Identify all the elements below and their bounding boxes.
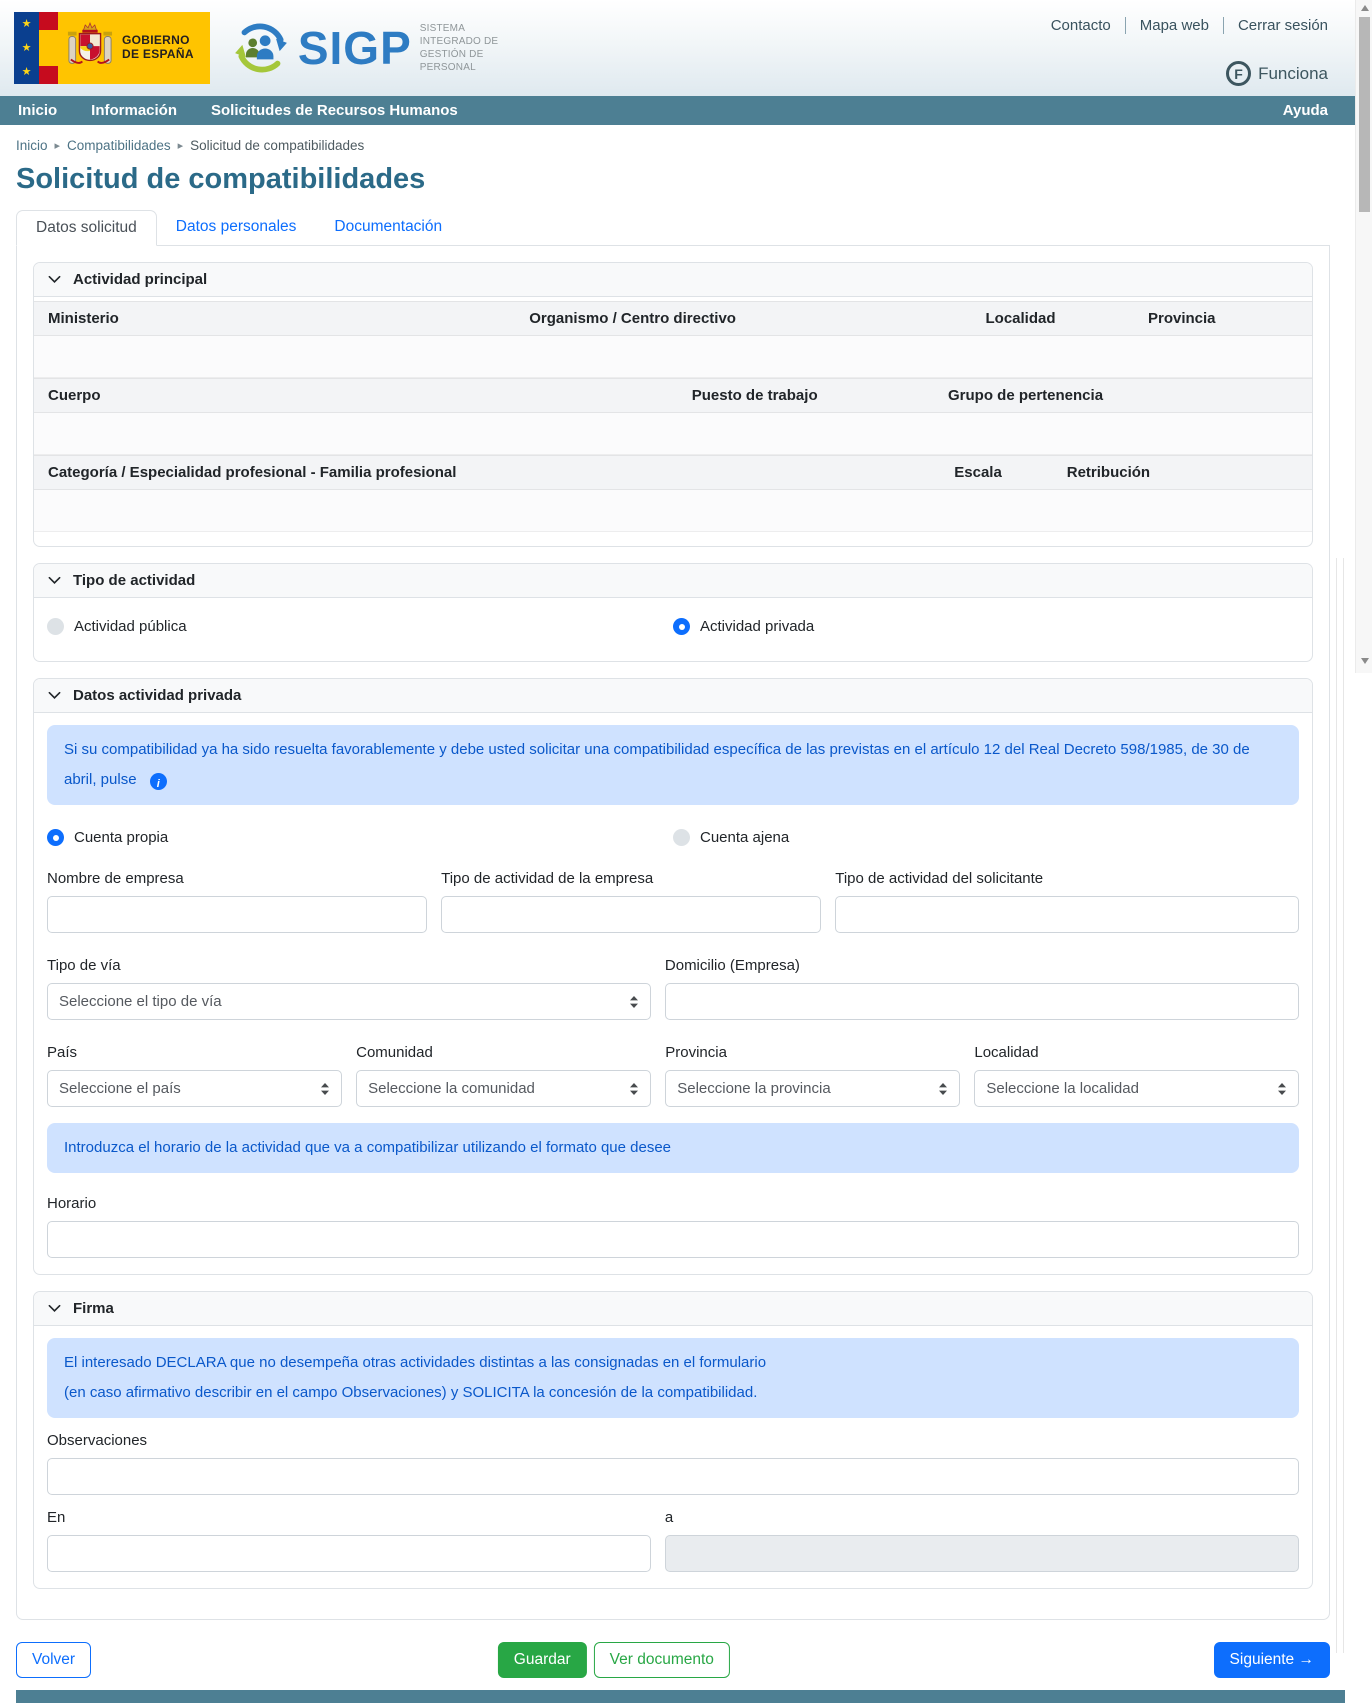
tipo-actividad-empresa-input[interactable]: [441, 896, 821, 933]
tipo-actividad-empresa-label: Tipo de actividad de la empresa: [441, 870, 654, 887]
info-icon[interactable]: [150, 773, 167, 790]
provincia-select[interactable]: Seleccione la provincia: [665, 1070, 960, 1107]
sigp-wordmark: SIGP: [297, 22, 412, 74]
funciona-label: Funciona: [1258, 63, 1328, 83]
horario-info-alert: Introduzca el horario de la actividad que va a compatibilizar utilizando el formato que desee: [47, 1123, 1299, 1173]
radio-checked-icon: [47, 829, 64, 846]
provincia-label: Provincia: [665, 1044, 727, 1061]
funciona-logo[interactable]: [1226, 61, 1328, 86]
select-arrows-icon: [1277, 1082, 1287, 1096]
section-header-firma[interactable]: [34, 1292, 1312, 1326]
tab-documentacion[interactable]: Documentación: [334, 218, 443, 235]
horario-input[interactable]: [47, 1221, 1299, 1258]
comunidad-select[interactable]: Seleccione la comunidad: [356, 1070, 651, 1107]
table-header-row: Categoría / Especialidad profesional - Familia profesional Escala Retribución: [34, 455, 1312, 490]
breadcrumb-current: Solicitud de compatibilidades: [190, 138, 365, 153]
main-nav: [0, 96, 1372, 125]
tab-content: [16, 246, 1330, 1620]
chevron-down-icon: [47, 1301, 62, 1316]
radio-actividad-publica[interactable]: Actividad pública: [47, 618, 673, 635]
funciona-icon: F: [1226, 61, 1251, 86]
nombre-empresa-label: Nombre de empresa: [47, 870, 184, 887]
select-arrows-icon: [938, 1082, 948, 1096]
section-header-tipo-actividad[interactable]: [34, 564, 1312, 598]
section-datos-actividad-privada: [33, 678, 1313, 1275]
radio-checked-icon: [673, 618, 690, 635]
sigp-icon: [232, 19, 290, 77]
section-actividad-principal: [33, 262, 1313, 547]
radio-cuenta-propia[interactable]: Cuenta propia: [47, 829, 673, 846]
localidad-select[interactable]: Seleccione la localidad: [974, 1070, 1299, 1107]
radio-actividad-privada[interactable]: Actividad privada: [673, 618, 1299, 635]
scrollbar[interactable]: [1355, 0, 1372, 673]
volver-button[interactable]: Volver: [16, 1642, 91, 1678]
select-arrows-icon: [320, 1082, 330, 1096]
radio-unchecked-icon: [47, 618, 64, 635]
page-title: Solicitud de compatibilidades: [16, 163, 426, 195]
spain-flag-icon: [39, 12, 58, 84]
a-input: [665, 1535, 1299, 1572]
siguiente-button[interactable]: Siguiente →: [1214, 1642, 1330, 1678]
app-header: [0, 0, 1372, 96]
comunidad-label: Comunidad: [356, 1044, 433, 1061]
section-title: Tipo de actividad: [73, 572, 196, 589]
section-title: Datos actividad privada: [73, 687, 242, 704]
nav-ayuda[interactable]: Ayuda: [1282, 102, 1328, 119]
scroll-up-icon[interactable]: [1361, 5, 1369, 11]
nav-inicio[interactable]: Inicio: [18, 102, 58, 119]
section-header-actividad-principal[interactable]: [34, 263, 1312, 297]
scroll-down-icon[interactable]: [1361, 658, 1369, 664]
guardar-button[interactable]: Guardar: [498, 1642, 587, 1678]
mapa-web-link[interactable]: Mapa web: [1125, 17, 1223, 34]
breadcrumb-compatibilidades[interactable]: Compatibilidades: [67, 138, 171, 153]
breadcrumb-inicio[interactable]: Inicio: [16, 138, 48, 153]
breadcrumb-separator-icon: [178, 139, 184, 152]
scrollbar-thumb[interactable]: [1359, 17, 1370, 212]
section-title: Firma: [73, 1300, 114, 1317]
cerrar-sesion-link[interactable]: Cerrar sesión: [1223, 17, 1328, 34]
contacto-link[interactable]: Contacto: [1050, 17, 1111, 34]
coat-of-arms-icon: [67, 20, 113, 76]
table-data-row: [34, 490, 1312, 532]
en-input[interactable]: [47, 1535, 651, 1572]
table-data-row: [34, 413, 1312, 455]
action-bar: [16, 1642, 1330, 1678]
eu-flag-icon: [14, 12, 39, 84]
chevron-down-icon: [47, 688, 62, 703]
nombre-empresa-input[interactable]: [47, 896, 427, 933]
table-data-row: [34, 336, 1312, 378]
radio-cuenta-ajena[interactable]: Cuenta ajena: [673, 829, 1299, 846]
localidad-label: Localidad: [974, 1044, 1039, 1061]
pais-label: País: [47, 1044, 78, 1061]
tipo-actividad-solicitante-input[interactable]: [835, 896, 1299, 933]
horario-label: Horario: [47, 1195, 97, 1212]
a-label: a: [664, 1509, 674, 1526]
observaciones-input[interactable]: [47, 1458, 1299, 1495]
section-tipo-actividad: [33, 563, 1313, 662]
radio-unchecked-icon: [673, 829, 690, 846]
gobierno-espana-logo[interactable]: [14, 12, 210, 84]
table-header-row: Cuerpo Puesto de trabajo Grupo de pertenencia: [34, 378, 1312, 413]
select-arrows-icon: [629, 995, 639, 1009]
tipo-via-label: Tipo de vía: [47, 957, 121, 974]
gobierno-espana-label: GOBIERNO DE ESPAÑA: [122, 33, 194, 61]
compatibilidad-info-alert: Si su compatibilidad ya ha sido resuelta favorablemente y debe usted solicitar una compatibilidad específica de las previstas en el artículo 12 del Real Decreto 598/1985, de 30 de abril, pulse i: [47, 725, 1299, 805]
footer-bar: [16, 1690, 1345, 1703]
observaciones-label: Observaciones: [47, 1432, 148, 1449]
chevron-down-icon: [47, 272, 62, 287]
tab-datos-solicitud[interactable]: Datos solicitud: [16, 210, 157, 246]
section-firma: [33, 1291, 1313, 1589]
nav-solicitudes-rrhh[interactable]: Solicitudes de Recursos Humanos: [211, 102, 458, 119]
section-title: Actividad principal: [73, 271, 208, 288]
actividad-principal-table: [34, 297, 1312, 546]
tipo-actividad-solicitante-label: Tipo de actividad del solicitante: [835, 870, 1044, 887]
pais-select[interactable]: Seleccione el país: [47, 1070, 342, 1107]
breadcrumb: [16, 138, 1330, 153]
nav-informacion[interactable]: Información: [91, 102, 178, 119]
section-header-datos-actividad-privada[interactable]: [34, 679, 1312, 713]
sigp-logo[interactable]: [232, 19, 498, 77]
sigp-subtitle: SISTEMA INTEGRADO DE GESTIÓN DE PERSONAL: [419, 23, 499, 73]
select-arrows-icon: [629, 1082, 639, 1096]
tab-datos-personales[interactable]: Datos personales: [175, 218, 297, 235]
domicilio-empresa-input[interactable]: [665, 983, 1299, 1020]
ver-documento-button[interactable]: Ver documento: [594, 1642, 730, 1678]
chevron-down-icon: [47, 573, 62, 588]
declaration-alert: El interesado DECLARA que no desempeña otras actividades distintas a las consignadas en el formulario (en caso afirmativo describir en el campo Observaciones) y SOLICITA la concesión de la compatibilidad.: [47, 1338, 1299, 1418]
tab-bar: [16, 210, 1330, 246]
table-header-row: Ministerio Organismo / Centro directivo Localidad Provincia: [34, 301, 1312, 336]
en-label: En: [47, 1509, 66, 1526]
breadcrumb-separator-icon: [55, 139, 61, 152]
tipo-via-select[interactable]: Seleccione el tipo de vía: [47, 983, 651, 1020]
inner-frame-edge: [1336, 558, 1344, 1653]
domicilio-empresa-label: Domicilio (Empresa): [664, 957, 800, 974]
main-content: [0, 138, 1372, 1703]
header-links: [1037, 17, 1328, 34]
